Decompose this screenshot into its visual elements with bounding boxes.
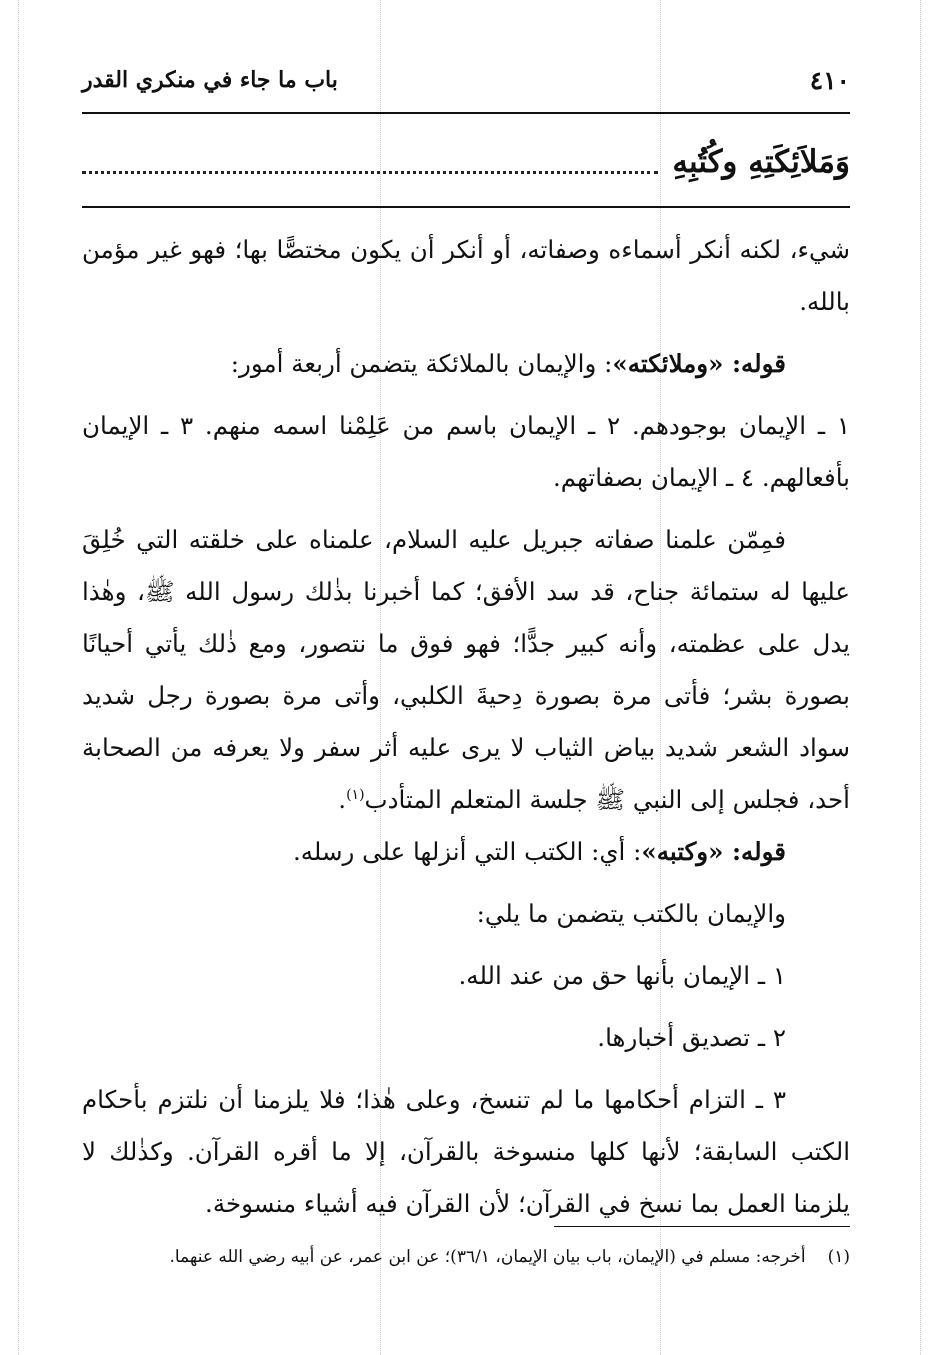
paragraph-text: فمِمّن علمنا صفاته جبريل عليه السلام، علمناه على خلقته التي خُلِقَ عليها له ستمائة جناح، قد سد الأفق؛ كما أخبرنا بذٰلك رسول الله ﷺ، وهٰذا يدل على عظمته، وأنه كبير جدًّا؛ فهو فوق ما نتصور، ومع ذٰلك يأتي أحيانًا بصورة بشر؛ فأتى مرة بصورة دِحيةَ الكلبي، وأتى مرة بصورة رجل شديد سواد الشعر شديد بياض الثياب لا يرى عليه أثر سفر ولا يعرفه من الصحابة أحد، فجلس إلى النبي ﷺ جلسة المتعلم المتأدب: [82, 525, 850, 814]
paragraph-text: : والإيمان بالملائكة يتضمن أربعة أمور:: [230, 349, 613, 378]
footnote-entry: [82, 1240, 850, 1274]
footnote-marker: (١): [827, 1247, 850, 1267]
footnote-reference[interactable]: (١): [346, 786, 365, 803]
page-number: ٤١٠: [809, 65, 850, 95]
running-title: باب ما جاء في منكري القدر: [82, 67, 338, 93]
quote-lead: قوله: «وملائكته»: [612, 349, 786, 378]
paragraph: [82, 338, 850, 390]
paragraph: شيء، لكنه أنكر أسماءه وصفاته، أو أنكر أن يكون مختصًّا بها؛ فهو غير مؤمن بالله.: [82, 235, 850, 316]
paragraph: ١ ـ الإيمان بوجودهم. ٢ ـ الإيمان باسم من عَلِمْنا اسمه منهم. ٣ ـ الإيمان بأفعالهم. ٤ ـ الإيمان بصفاتهم.: [82, 411, 850, 492]
footnote: [82, 1240, 850, 1274]
paragraph-end: .: [338, 785, 347, 814]
footnote-rule: [554, 1226, 850, 1227]
section-title: وَمَلاَئِكَتِهِ وكُتُبِهِ: [672, 144, 850, 180]
scan-artifact-line: [18, 0, 19, 1355]
body-text: [82, 224, 850, 1230]
list-item: ٢ ـ تصديق أخبارها.: [597, 1023, 786, 1052]
quote-lead: قوله: «وكتبه»: [641, 837, 786, 866]
section-header: [82, 138, 850, 186]
paragraph: [82, 514, 850, 826]
scan-artifact-line: [920, 0, 921, 1355]
list-item: ١ ـ الإيمان بأنها حق من عند الله.: [458, 961, 786, 990]
running-head: [82, 62, 850, 98]
list-item: ٣ ـ التزام أحكامها ما لم تنسخ، وعلى هٰذا؛ فلا يلزمنا أن نلتزم بأحكام الكتب السابقة؛ لأنها كلها منسوخة بالقرآن، إلا ما أقره القرآن. وكذٰلك لا يلزمنا العمل بما نسخ في القرآن؛ لأن القرآن فيه أشياء منسوخة.: [82, 1085, 850, 1218]
paragraph: والإيمان بالكتب يتضمن ما يلي:: [476, 899, 786, 928]
footnote-text: أخرجه: مسلم في (الإيمان، باب بيان الإيمان، ٣٦/١)؛ عن ابن عمر، عن أبيه رضي الله عنهما.: [169, 1247, 806, 1267]
section-rule: [82, 206, 850, 208]
paragraph: [82, 826, 850, 878]
paragraph-text: : أي: الكتب التي أنزلها على رسله.: [292, 837, 642, 866]
dot-leader: [82, 171, 658, 174]
header-rule: [82, 112, 850, 114]
